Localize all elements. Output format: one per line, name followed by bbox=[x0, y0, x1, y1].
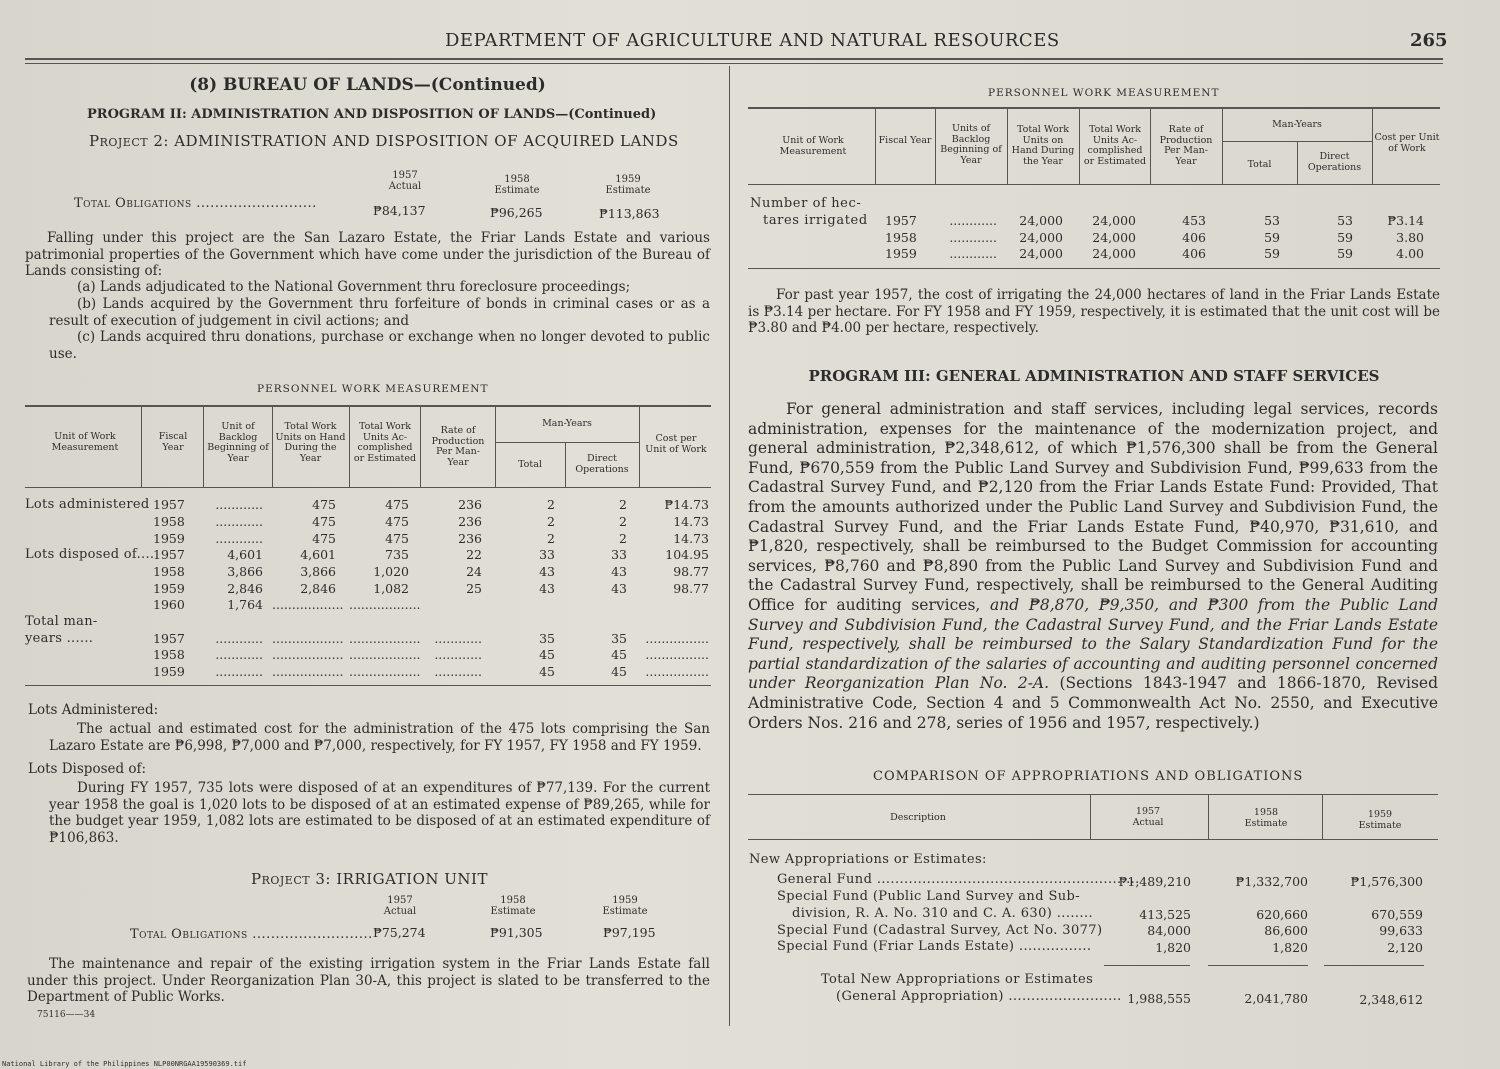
project3-title: Project 3: IRRIGATION UNIT bbox=[251, 870, 488, 888]
rrow-fiscal-year: 1959 bbox=[885, 246, 917, 261]
rrow-cost: 4.00 bbox=[1396, 246, 1424, 261]
irrigation-text: The maintenance and repair of the existing irrigation system in the Friar Lands Estate fall under this project. Under Reorganization Plan 30-A, this project is slated to be transferred to the Department of Public Works. bbox=[27, 956, 710, 1005]
man-years-rule bbox=[495, 442, 639, 443]
rth-total: Total bbox=[1247, 159, 1272, 170]
pwm-title-left: PERSONNEL WORK MEASUREMENT bbox=[257, 383, 489, 395]
th-backlog: Unit of Backlog Beginning of Year bbox=[207, 421, 269, 464]
row-backlog: ............ bbox=[215, 647, 263, 662]
rth-on-hand: Total Work Units on Hand During the Year bbox=[1011, 124, 1075, 167]
comp-1959: ₱1,576,300 bbox=[1350, 874, 1423, 889]
scan-footer: National Library of the Philippines NLP00NRGAA19590369.tif bbox=[2, 1060, 247, 1068]
row-fiscal-year: 1959 bbox=[153, 664, 185, 679]
p2-total-label: Total Obligations .......................... bbox=[74, 196, 317, 211]
row-on-hand: .................. bbox=[272, 597, 344, 612]
rrow-label-2: tares irrigated bbox=[763, 213, 868, 228]
p2-total-1957: ₱84,137 bbox=[373, 203, 426, 218]
comp-desc-2: division, R. A. No. 310 and C. A. 630) ........ bbox=[792, 906, 1094, 921]
row-label: years ...... bbox=[25, 631, 94, 646]
row-total: 2 bbox=[547, 531, 555, 546]
row-label: Lots administered bbox=[25, 497, 150, 512]
row-cost: ₱14.73 bbox=[664, 497, 709, 512]
rth-man-years: Man-Years bbox=[1272, 119, 1322, 130]
row-accomplished: 735 bbox=[385, 547, 409, 562]
comp-1958: 620,660 bbox=[1256, 907, 1308, 922]
row-total: 45 bbox=[539, 664, 555, 679]
th-accomplished: Total Work Units Ac- complished or Estimated bbox=[353, 421, 417, 464]
th-total: Total bbox=[518, 459, 542, 470]
rrow-accomplished: 24,000 bbox=[1092, 230, 1136, 245]
row-backlog: ............ bbox=[215, 531, 263, 546]
row-backlog: ............ bbox=[215, 514, 263, 529]
th-unit: Unit of Work Measurement bbox=[51, 431, 119, 453]
comp-total-1957: 1,988,555 bbox=[1127, 991, 1191, 1006]
p3-total-1959: ₱97,195 bbox=[603, 925, 656, 940]
row-rate: 236 bbox=[458, 514, 482, 529]
row-cost: 14.73 bbox=[673, 531, 709, 546]
intro-paragraph: Falling under this project are the San Lazaro Estate, the Friar Lands Estate and various patrimonial properties of the Government which have come under the jurisdiction of the Bureau of Lands consisting of: bbox=[25, 230, 710, 279]
row-total: 43 bbox=[539, 564, 555, 579]
row-accomplished: 1,082 bbox=[373, 581, 409, 596]
row-on-hand: 4,601 bbox=[300, 547, 336, 562]
row-rate: ............ bbox=[434, 631, 482, 646]
row-fiscal-year: 1959 bbox=[153, 531, 185, 546]
footer-code: 75116——34 bbox=[37, 1010, 96, 1020]
row-label: Lots disposed of.... bbox=[25, 547, 155, 562]
rth-cost: Cost per Unit of Work bbox=[1374, 132, 1440, 154]
comp-1959: 670,559 bbox=[1371, 907, 1423, 922]
row-accomplished: 475 bbox=[385, 514, 409, 529]
row-accomplished: .................. bbox=[349, 647, 421, 662]
rrow-cost: 3.80 bbox=[1396, 230, 1424, 245]
row-on-hand: 475 bbox=[312, 531, 336, 546]
p2-col-1959: 1959 Estimate bbox=[605, 174, 651, 196]
rth-direct: Direct Operations bbox=[1307, 151, 1362, 173]
row-cost: ................ bbox=[645, 647, 709, 662]
comp-total-label-1: Total New Appropriations or Estimates bbox=[821, 972, 1094, 987]
row-cost: 98.77 bbox=[673, 564, 709, 579]
row-direct: 35 bbox=[611, 631, 627, 646]
row-backlog: 4,601 bbox=[227, 547, 263, 562]
th-fy: Fiscal Year bbox=[158, 431, 188, 453]
th-direct: Direct Operations bbox=[575, 453, 629, 475]
row-direct: 2 bbox=[619, 514, 627, 529]
row-total: 33 bbox=[539, 547, 555, 562]
row-accomplished: .................. bbox=[349, 664, 421, 679]
p3-col-1959: 1959 Estimate bbox=[602, 895, 648, 917]
row-accomplished: 475 bbox=[385, 497, 409, 512]
comp-1957: 1,820 bbox=[1155, 940, 1191, 955]
row-cost: 104.95 bbox=[665, 547, 709, 562]
rrow-total: 59 bbox=[1264, 230, 1280, 245]
row-on-hand: .................. bbox=[272, 664, 344, 679]
comp-1958: ₱1,332,700 bbox=[1235, 874, 1308, 889]
row-rate: 22 bbox=[466, 547, 482, 562]
comp-1957: 84,000 bbox=[1147, 923, 1191, 938]
row-cost: ................ bbox=[645, 631, 709, 646]
th-on-hand: Total Work Units on Hand During the Year bbox=[275, 421, 346, 464]
comp-1958: 1,820 bbox=[1272, 940, 1308, 955]
p3-total-1957: ₱75,274 bbox=[373, 925, 426, 940]
row-total: 2 bbox=[547, 514, 555, 529]
comp-th-1957: 1957 Actual bbox=[1132, 806, 1164, 828]
row-accomplished: .................. bbox=[349, 631, 421, 646]
rrow-accomplished: 24,000 bbox=[1092, 246, 1136, 261]
row-label: Total man- bbox=[25, 614, 98, 629]
th-man-years: Man-Years bbox=[542, 418, 592, 429]
rrow-on-hand: 24,000 bbox=[1019, 246, 1063, 261]
row-total: 45 bbox=[539, 647, 555, 662]
row-on-hand: .................. bbox=[272, 631, 344, 646]
row-direct: 2 bbox=[619, 497, 627, 512]
row-backlog: ............ bbox=[215, 664, 263, 679]
row-fiscal-year: 1957 bbox=[153, 497, 185, 512]
comp-1957: 413,525 bbox=[1139, 907, 1191, 922]
rth-fy: Fiscal Year bbox=[878, 135, 932, 146]
table-bottom-rule bbox=[25, 685, 711, 686]
program-title: PROGRAM II: ADMINISTRATION AND DISPOSITION OF LANDS—(Continued) bbox=[87, 107, 657, 122]
project2-title: Project 2: ADMINISTRATION AND DISPOSITION OF ACQUIRED LANDS bbox=[89, 132, 679, 150]
lots-admin-text: The actual and estimated cost for the administration of the 475 lots comprising the San Lazaro Estate are ₱6,998, ₱7,000 and ₱7,000, respectively, for FY 1957, FY 1958 and FY 1959. bbox=[49, 721, 710, 754]
rrow-backlog: ............ bbox=[949, 213, 997, 228]
row-on-hand: .................. bbox=[272, 647, 344, 662]
comp-1959: 99,633 bbox=[1379, 923, 1423, 938]
comp-desc: Special Fund (Public Land Survey and Sub- bbox=[777, 889, 1081, 904]
row-rate: 236 bbox=[458, 531, 482, 546]
th-cost: Cost per Unit of Work bbox=[645, 433, 707, 455]
rrow-accomplished: 24,000 bbox=[1092, 213, 1136, 228]
p3-total-label: Total Obligations .......................... bbox=[130, 927, 373, 942]
comp-th-1959: 1959 Estimate bbox=[1358, 809, 1402, 831]
p3-total-1958: ₱91,305 bbox=[490, 925, 543, 940]
p2-total-1958: ₱96,265 bbox=[490, 205, 543, 220]
p3-col-1958: 1958 Estimate bbox=[490, 895, 536, 917]
row-backlog: 2,846 bbox=[227, 581, 263, 596]
rrow-direct: 59 bbox=[1337, 246, 1353, 261]
pwm-title-right: PERSONNEL WORK MEASUREMENT bbox=[988, 87, 1220, 99]
lots-disposed-text: During FY 1957, 735 lots were disposed of at an expenditures of ₱77,139. For the current year 1958 the goal is 1,020 lots to be disposed of at an estimated expense of ₱89,265, while for the budget year 1959, 1,082 lots are estimated to be disposed of at an estimated expenditure of ₱106,863. bbox=[49, 780, 710, 846]
comparison-title: COMPARISON OF APPROPRIATIONS AND OBLIGATIONS bbox=[873, 769, 1304, 784]
rrow-rate: 406 bbox=[1182, 246, 1206, 261]
row-cost: 14.73 bbox=[673, 514, 709, 529]
rrow-backlog: ............ bbox=[949, 246, 997, 261]
row-direct: 43 bbox=[611, 564, 627, 579]
row-total: 43 bbox=[539, 581, 555, 596]
row-fiscal-year: 1957 bbox=[153, 631, 185, 646]
row-direct: 33 bbox=[611, 547, 627, 562]
row-accomplished: .................. bbox=[349, 597, 421, 612]
comp-desc: Special Fund (Cadastral Survey, Act No. 3077) bbox=[777, 923, 1103, 938]
page-number: 265 bbox=[1410, 30, 1448, 51]
row-fiscal-year: 1958 bbox=[153, 514, 185, 529]
rth-unit: Unit of Work Measurement bbox=[779, 135, 847, 157]
rrow-on-hand: 24,000 bbox=[1019, 230, 1063, 245]
rth-backlog: Units of Backlog Beginning of Year bbox=[940, 123, 1002, 166]
row-rate: ............ bbox=[434, 647, 482, 662]
row-on-hand: 3,866 bbox=[300, 564, 336, 579]
row-backlog: ............ bbox=[215, 497, 263, 512]
row-cost: ................ bbox=[645, 664, 709, 679]
column-divider bbox=[729, 66, 730, 1026]
item-c: (c) Lands acquired thru donations, purchase or exchange when no longer devoted to public use. bbox=[49, 329, 710, 362]
irrigation-note: For past year 1957, the cost of irrigating the 24,000 hectares of land in the Friar Lands Estate is ₱3.14 per hectare. For FY 1958 and FY 1959, respectively, it is estimated that the unit cost will be ₱3.80 and ₱4.00 per hectare, respectively. bbox=[748, 287, 1440, 336]
row-total: 35 bbox=[539, 631, 555, 646]
lots-admin-heading: Lots Administered: bbox=[28, 702, 159, 718]
rrow-total: 53 bbox=[1264, 213, 1280, 228]
comp-total-1958: 2,041,780 bbox=[1244, 991, 1308, 1006]
row-rate: 236 bbox=[458, 497, 482, 512]
comp-total-1959: 2,348,612 bbox=[1359, 992, 1423, 1007]
rrow-total: 59 bbox=[1264, 246, 1280, 261]
rrow-label-1: Number of hec- bbox=[750, 196, 862, 211]
comp-th-1958: 1958 Estimate bbox=[1244, 807, 1288, 829]
program3-text: For general administration and staff services, including legal services, records administration, expenses for the maintenance of the modernization project, and general administration, ₱2,348,612, of which ₱1,576,300 shall be from the General Fund, ₱670,559 from the Public Land Survey and Subdivision Fund, ₱99,633 from the Cadastral Survey Fund, and ₱2,120 from the Friar Lands Estate Fund: Provided, That from the amounts authorized under the Public Land Survey and Subdivision Fund, the Cadastral Survey Fund, and the Friar Lands Estate Fund, ₱40,970, ₱31,610, and ₱1,820, respectively, shall be reimbursed to the Budget Commission for accounting services, ₱8,760 and ₱8,890 from the Public Land Survey and Subdivision Fund and the Cadastral Survey Fund, respectively, shall be reimbursed to the General Auditing Office for auditing services, and ₱8,870, ₱9,350, and ₱300 from the Public Land Survey and Subdivision Fund, the Cadastral Survey Fund, and the Friar Lands Estate Fund, respectively, shall be reimbursed to the Salary Standardization Fund for the partial standardization of the salaries of accounting and auditing personnel concerned under Reorganization Plan No. 2-A. (Sections 1843-1947 and 1866-1870, Revised Administrative Code, Section 4 and 5 Commonwealth Act No. 2550, and Executive Orders Nos. 216 and 278, series of 1956 and 1957, respectively.) bbox=[748, 400, 1438, 732]
table-top-rule bbox=[25, 405, 711, 407]
row-fiscal-year: 1958 bbox=[153, 647, 185, 662]
comp-1959: 2,120 bbox=[1387, 940, 1423, 955]
header-rule-thin bbox=[25, 63, 1443, 64]
rrow-backlog: ............ bbox=[949, 230, 997, 245]
row-backlog: 3,866 bbox=[227, 564, 263, 579]
row-direct: 45 bbox=[611, 664, 627, 679]
row-fiscal-year: 1959 bbox=[153, 581, 185, 596]
row-backlog: ............ bbox=[215, 631, 263, 646]
comp-1958: 86,600 bbox=[1264, 923, 1308, 938]
comp-total-label-2: (General Appropriation) ......................... bbox=[836, 989, 1122, 1004]
row-rate: 24 bbox=[466, 564, 482, 579]
table-head-rule bbox=[25, 487, 711, 488]
rrow-on-hand: 24,000 bbox=[1019, 213, 1063, 228]
row-total: 2 bbox=[547, 497, 555, 512]
row-accomplished: 1,020 bbox=[373, 564, 409, 579]
th-rate: Rate of Production Per Man- Year bbox=[431, 425, 485, 468]
header-rule bbox=[25, 58, 1443, 60]
row-backlog: 1,764 bbox=[227, 597, 263, 612]
row-fiscal-year: 1958 bbox=[153, 564, 185, 579]
p2-col-1957: 1957 Actual bbox=[388, 170, 422, 192]
comp-th-desc: Description bbox=[890, 812, 946, 823]
rrow-direct: 53 bbox=[1337, 213, 1353, 228]
row-direct: 45 bbox=[611, 647, 627, 662]
comp-1957: ₱1,489,210 bbox=[1118, 874, 1191, 889]
rrow-fiscal-year: 1958 bbox=[885, 230, 917, 245]
rrow-direct: 59 bbox=[1337, 230, 1353, 245]
row-direct: 43 bbox=[611, 581, 627, 596]
rrow-cost: ₱3.14 bbox=[1387, 213, 1424, 228]
row-fiscal-year: 1957 bbox=[153, 547, 185, 562]
row-fiscal-year: 1960 bbox=[153, 597, 185, 612]
row-direct: 2 bbox=[619, 531, 627, 546]
item-b: (b) Lands acquired by the Government thru forfeiture of bonds in criminal cases or as a result of execution of judgement in civil actions; and bbox=[49, 296, 710, 329]
p2-total-1959: ₱113,863 bbox=[599, 206, 660, 221]
program3-title: PROGRAM III: GENERAL ADMINISTRATION AND STAFF SERVICES bbox=[808, 367, 1380, 385]
rth-rate: Rate of Production Per Man- Year bbox=[1159, 124, 1213, 167]
bureau-title: (8) BUREAU OF LANDS—(Continued) bbox=[189, 75, 546, 95]
row-on-hand: 475 bbox=[312, 497, 336, 512]
comp-section: New Appropriations or Estimates: bbox=[749, 852, 987, 867]
p2-col-1958: 1958 Estimate bbox=[494, 174, 540, 196]
row-on-hand: 2,846 bbox=[300, 581, 336, 596]
running-header: DEPARTMENT OF AGRICULTURE AND NATURAL RESOURCES bbox=[445, 30, 1060, 51]
row-rate: ............ bbox=[434, 664, 482, 679]
row-cost: 98.77 bbox=[673, 581, 709, 596]
row-on-hand: 475 bbox=[312, 514, 336, 529]
row-accomplished: 475 bbox=[385, 531, 409, 546]
rrow-fiscal-year: 1957 bbox=[885, 213, 917, 228]
comp-desc: Special Fund (Friar Lands Estate) ................ bbox=[777, 939, 1092, 954]
item-a: (a) Lands adjudicated to the National Government thru foreclosure proceedings; bbox=[77, 279, 631, 295]
rrow-rate: 453 bbox=[1182, 213, 1206, 228]
rth-accomplished: Total Work Units Ac- complished or Estimated bbox=[1083, 124, 1147, 167]
row-rate: 25 bbox=[466, 581, 482, 596]
lots-disposed-heading: Lots Disposed of: bbox=[28, 761, 147, 777]
p3-col-1957: 1957 Actual bbox=[383, 895, 417, 917]
comp-desc: General Fund .......................................................... bbox=[777, 872, 1140, 887]
rrow-rate: 406 bbox=[1182, 230, 1206, 245]
